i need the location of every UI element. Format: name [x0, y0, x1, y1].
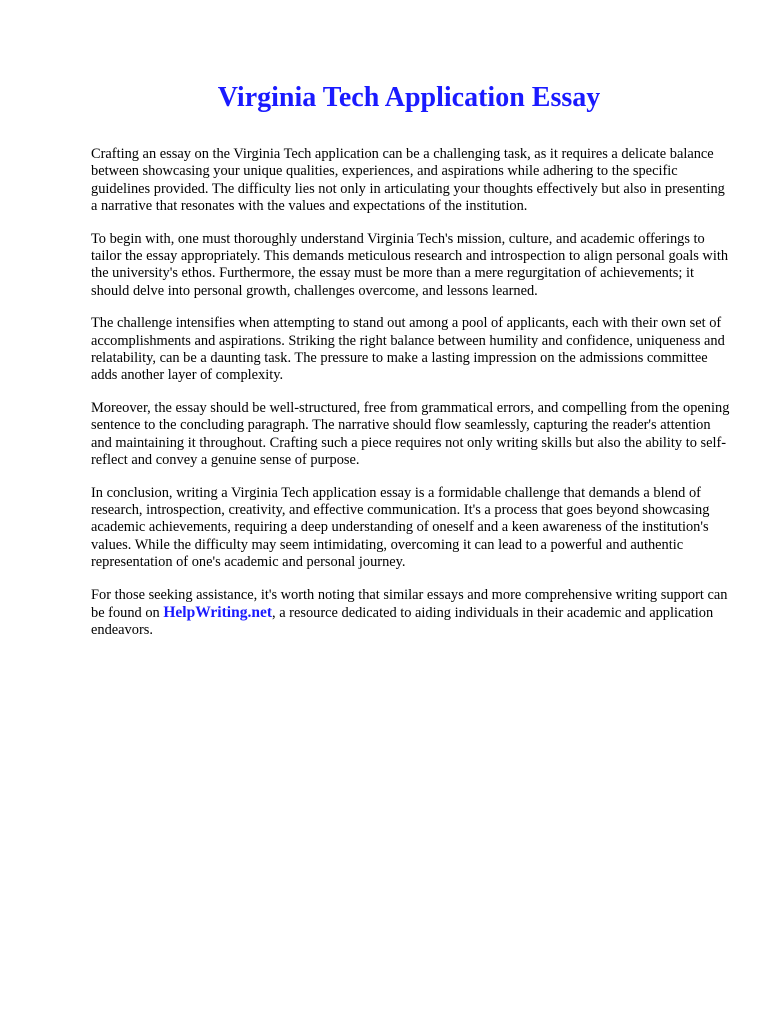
- paragraph-6-outro: , a resource dedicated to aiding individuals in their academic and application endeavors.: [91, 604, 714, 639]
- paragraph-1: Crafting an essay on the Virginia Tech application can be a challenging task, as it requires a delicate balance between showcasing your unique qualities, experiences, and aspirations while adhering to the specific guidelines provided. The difficulty lies not only in articulating your thoughts effectively but also in presenting a narrative that resonates with the values and expectations of the institution.: [91, 146, 725, 215]
- paragraph-6-intro: For those seeking assistance, it's worth noting that similar essays and more comprehensive writing support can be found on: [91, 586, 728, 621]
- paragraph-6: [91, 587, 731, 640]
- paragraph-3: The challenge intensifies when attempting to stand out among a pool of applicants, each with their own set of accomplishments and aspirations. Striking the right balance between humility and confidence, uniqueness and relatability, can be a daunting task. The pressure to make a lasting impression on the admissions committee adds another layer of complexity.: [91, 315, 725, 384]
- page-title: Virginia Tech Application Essay: [217, 82, 601, 113]
- paragraph-4: Moreover, the essay should be well-structured, free from grammatical errors, and compelling from the opening sentence to the concluding paragraph. The narrative should flow seamlessly, capturing the reader's attention and maintaining it throughout. Crafting such a piece requires not only writing skills but also the ability to self-reflect and convey a genuine sense of purpose.: [91, 399, 730, 469]
- helpwriting-link[interactable]: HelpWriting.net: [163, 603, 272, 621]
- paragraph-5: In conclusion, writing a Virginia Tech application essay is a formidable challenge that demands a blend of research, introspection, creativity, and effective communication. It's a process that goes beyond showcasing academic achievements, requiring a deep understanding of oneself and a keen awareness of the institution's values. While the difficulty may seem intimidating, overcoming it can lead to a powerful and authentic representation of one's academic and personal journey.: [91, 484, 710, 571]
- paragraph-2: To begin with, one must thoroughly understand Virginia Tech's mission, culture, and academic offerings to tailor the essay appropriately. This demands meticulous research and introspection to align personal goals with the university's ethos. Furthermore, the essay must be more than a mere regurgitation of achievements; it should delve into personal growth, challenges overcome, and lessons learned.: [91, 230, 729, 299]
- essay-body: [91, 146, 731, 655]
